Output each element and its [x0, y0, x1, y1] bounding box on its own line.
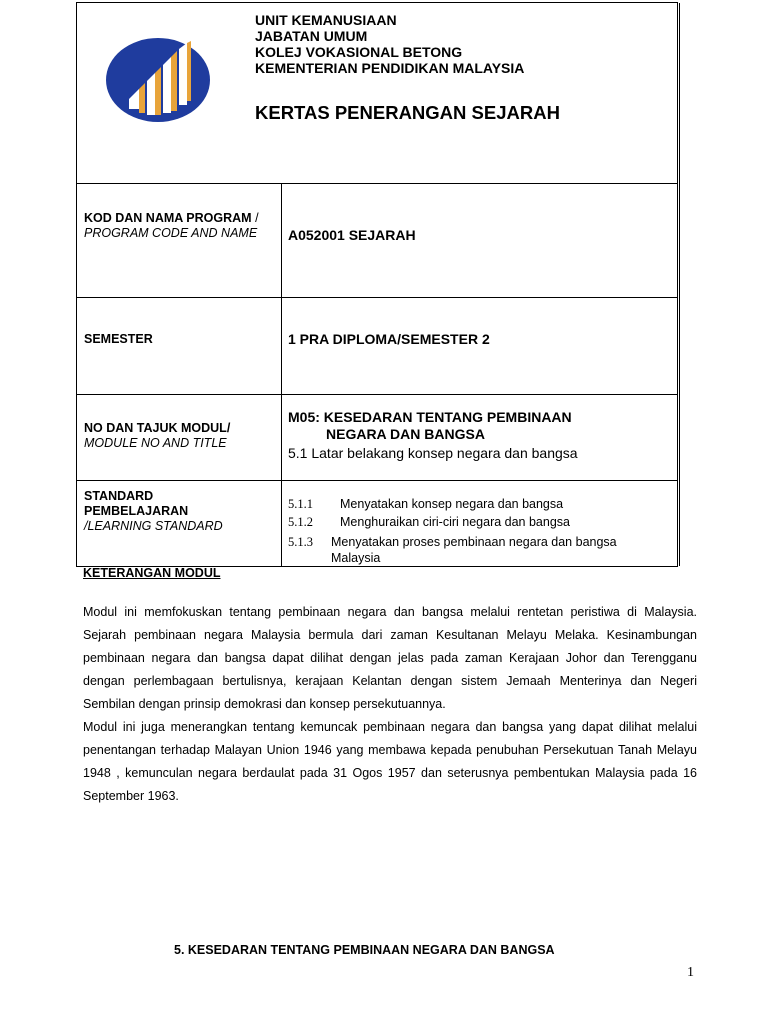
header-line: KEMENTERIAN PENDIDIKAN MALAYSIA — [255, 60, 525, 76]
program-label-bold: KOD DAN NAMA PROGRAM — [84, 211, 252, 225]
section-heading: 5. KESEDARAN TENTANG PEMBINAAN NEGARA DAN BANGSA — [174, 943, 555, 957]
header-line: KOLEJ VOKASIONAL BETONG — [255, 44, 463, 60]
keterangan-body — [83, 601, 697, 808]
standard-label-bold1: STANDARD — [84, 489, 154, 503]
module-title — [288, 409, 572, 443]
document-title: KERTAS PENERANGAN SEJARAH — [255, 102, 560, 123]
row-divider — [77, 394, 677, 395]
row-divider — [77, 297, 677, 298]
list-item: 5.1.3 Menyatakan proses pembinaan negara dan bangsa — [288, 535, 617, 549]
standard-label-bold2: PEMBELAJARAN — [84, 504, 189, 518]
paragraph: Modul ini juga menerangkan tentang kemuncak pembinaan negara dan bangsa yang dapat dilihat melalui penentangan terhadap Malayan Union 1946 yang membawa kepada penubuhan Persekutuan Tanah Melayu 1948 , kemunculan negara berdaulat pada 31 Ogos 1957 dan seterusnya pembentukan Malaysia pada 16 September 1963. — [83, 720, 697, 803]
module-subtitle: 5.1 Latar belakang konsep negara dan bangsa — [288, 445, 578, 461]
list-item: 5.1.1 Menyatakan konsep negara dan bangsa — [288, 497, 564, 511]
keterangan-heading: KETERANGAN MODUL — [83, 566, 221, 580]
list-item: 5.1.2 Menghuraikan ciri-ciri negara dan bangsa — [288, 515, 570, 529]
standard-label — [84, 489, 223, 534]
semester-label — [84, 332, 153, 347]
standard-list — [288, 496, 617, 566]
module-info-table — [76, 2, 678, 567]
semester-label-text: SEMESTER — [84, 332, 153, 346]
module-label-bold: NO DAN TAJUK MODUL/ — [84, 421, 231, 435]
program-label-sep: / — [251, 211, 259, 225]
semester-value: 1 PRA DIPLOMA/SEMESTER 2 — [288, 331, 490, 347]
module-title-line2: NEGARA DAN BANGSA — [326, 426, 485, 442]
row-divider — [77, 480, 677, 481]
program-value: A052001 SEJARAH — [288, 227, 416, 243]
column-divider — [281, 184, 282, 567]
college-logo — [105, 37, 211, 123]
program-label-italic: PROGRAM CODE AND NAME — [84, 226, 258, 240]
list-item-continuation: Malaysia — [331, 551, 381, 565]
header-line: JABATAN UMUM — [255, 28, 368, 44]
standard-label-italic: /LEARNING STANDARD — [84, 519, 223, 533]
module-label-italic: MODULE NO AND TITLE — [84, 436, 227, 450]
table-right-edge — [679, 3, 680, 566]
header-line: UNIT KEMANUSIAAN — [255, 12, 397, 28]
header-block — [255, 12, 524, 76]
page-number: 1 — [687, 965, 694, 980]
program-label — [84, 211, 264, 241]
row-divider — [77, 183, 677, 184]
module-label — [84, 421, 230, 451]
module-title-line1: M05: KESEDARAN TENTANG PEMBINAAN — [288, 409, 572, 425]
paragraph: Modul ini memfokuskan tentang pembinaan negara dan bangsa melalui rentetan peristiwa di Malaysia. Sejarah pembinaan negara Malaysia bermula dari zaman Kesultanan Melayu Melaka. Kesinambungan pembinaan negara dan bangsa dapat dilihat dengan jelas pada zaman Kerajaan Johor dan Terengganu dengan perlembagaan bertulisnya, kerajaan Kelantan dengan sistem Jemaah Menterinya dan Negeri Sembilan dengan prinsip demokrasi dan konsep persekutuannya. — [83, 605, 697, 711]
